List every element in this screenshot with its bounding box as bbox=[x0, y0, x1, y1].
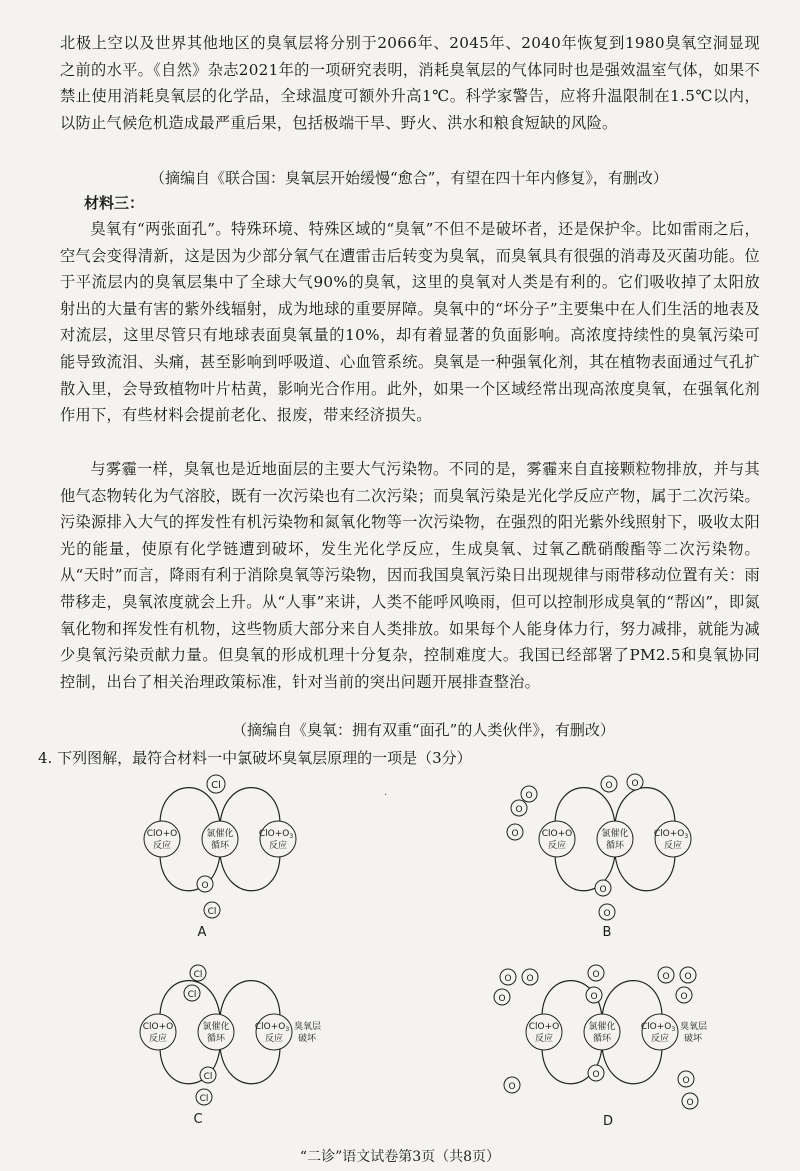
diagram-label: 臭氧层 bbox=[680, 1022, 708, 1032]
svg-text:ClO+O3 bbox=[259, 829, 294, 840]
svg-text:ClO+O3 bbox=[654, 829, 689, 840]
page-footer: “二诊”语文试卷第3页（共8页） bbox=[299, 1149, 501, 1165]
diagram-label: O bbox=[686, 1098, 694, 1108]
diagram-label: Cl bbox=[187, 990, 197, 1000]
diagram-label: 循环 bbox=[592, 1034, 612, 1044]
diagram-label: ClO+O bbox=[142, 1022, 174, 1032]
diagram-label: 反应 bbox=[148, 1034, 168, 1044]
mid-circle-label-1: 氯催化 bbox=[206, 829, 234, 839]
diagram-label: Cl bbox=[203, 1072, 213, 1082]
diagram-label: O bbox=[498, 994, 506, 1004]
diagram-label: 氯催化 bbox=[588, 1022, 616, 1032]
cl-label-top: Cl bbox=[211, 780, 221, 791]
diagram-label: 反应 bbox=[663, 841, 683, 851]
diagram-label: O bbox=[662, 972, 670, 982]
question-4 bbox=[38, 747, 472, 768]
diagram-label: Cl bbox=[193, 970, 203, 980]
diagram-label: ClO+O bbox=[254, 1022, 286, 1032]
cl-label-bottom: Cl bbox=[207, 907, 217, 917]
diagram-label: O bbox=[680, 992, 688, 1002]
diagram-label: 3 bbox=[684, 833, 689, 840]
option-c-label: C bbox=[193, 1112, 203, 1127]
diagram-label: 氯催化 bbox=[601, 829, 629, 839]
diagram-label: 反应 bbox=[264, 1034, 284, 1044]
diagram-label: 反应 bbox=[534, 1034, 554, 1044]
diagram-label: O bbox=[504, 974, 512, 984]
diagram-label: O bbox=[508, 1082, 516, 1092]
diagram-label: Cl bbox=[199, 1094, 209, 1104]
diagram-label: O bbox=[511, 829, 519, 839]
source-note-2: （摘编自《臭氧：拥有双重“面孔”的人类伙伴》，有删改） bbox=[232, 721, 615, 739]
diagram-option-d bbox=[490, 965, 730, 1135]
o-label: O bbox=[201, 881, 209, 891]
stray-mark: · bbox=[384, 790, 388, 801]
option-b-label: B bbox=[602, 925, 612, 940]
diagram-label: ClO+O bbox=[653, 829, 685, 839]
diagram-label: O bbox=[592, 970, 600, 980]
option-a-label: A bbox=[197, 925, 207, 940]
left-circle-label-1: ClO+O bbox=[146, 829, 178, 839]
question-number: 4. bbox=[38, 749, 53, 767]
diagram-label: O bbox=[590, 992, 598, 1002]
diagram-label: O bbox=[605, 781, 613, 791]
diagram-option-c bbox=[130, 965, 330, 1135]
svg-text:ClO+O3 bbox=[641, 1022, 676, 1033]
diagram-label: 反应 bbox=[547, 841, 567, 851]
paragraph-two-faces: 臭氧有“两张面孔”。特殊环境、特殊区域的“臭氧”不但不是破坏者，还是保护伞。比如雷雨之后，空气会变得清新，这是因为少部分氧气在遭雷击后转变为臭氧，而臭氧具有很强的消毒及灭菌功能。位于平流层内的臭氧层集中了全球大气90%的臭氧，这里的臭氧对人类是有利的。它们吸收掉了太阳放射出的大量有害的紫外线辐射，成为地球的重要屏障。臭氧中的“坏分子”主要集中在人们生活的地表及对流层，这里尽管只有地球表面臭氧量的10%，却有着显著的负面影响。高浓度持续性的臭氧污染可能导致流泪、头痛，甚至影响到呼吸道、心血管系统。臭氧是一种强氧化剂，其在植物表面通过气孔扩散入里，会导致植物叶片枯黄，影响光合作用。此外，如果一个区域经常出现高浓度臭氧，在强氧化剂作用下，有些材料会提前老化、报废，带来经济损失。 bbox=[60, 220, 760, 425]
diagram-label: 循环 bbox=[605, 841, 625, 851]
diagram-label: ClO+O bbox=[528, 1022, 560, 1032]
ozone-destroyed-label-1: 臭氧层 bbox=[294, 1022, 322, 1032]
diagram-label: 3 bbox=[285, 1026, 290, 1033]
right-circle-subscript: 3 bbox=[289, 833, 294, 840]
question-text: 下列图解，最符合材料一中氯破坏臭氧层原理的一项是（3分） bbox=[57, 749, 472, 767]
right-circle-label-1: ClO+O bbox=[258, 829, 290, 839]
diagram-label: O bbox=[599, 885, 607, 895]
diagram-label: O bbox=[631, 779, 639, 789]
diagram-label: 反应 bbox=[650, 1034, 670, 1044]
diagram-label: O bbox=[515, 805, 523, 815]
diagram-label: 破坏 bbox=[684, 1034, 703, 1044]
diagram-option-a bbox=[140, 772, 300, 942]
paragraph-ozone-recovery: 北极上空以及世界其他地区的臭氧层将分别于2066年、2045年、2040年恢复到1980臭氧空洞显现之前的水平。《自然》杂志2021年的一项研究表明，消耗臭氧层的气体同时也是强效温室气体，如果不禁止使用消耗臭氧层的化学品，全球温度可额外升高1℃。科学家警告，应将升温限制在1.5℃以内，以防止气候危机造成最严重后果，包括极端干旱、野火、洪水和粮食短缺的风险。 bbox=[60, 34, 760, 132]
diagram-option-b bbox=[505, 772, 695, 942]
diagram-label: O bbox=[682, 1076, 690, 1086]
diagram-label: O bbox=[603, 909, 611, 919]
paragraph-pollution: 与雾霾一样，臭氧也是近地面层的主要大气污染物。不同的是，雾霾来自直接颗粒物排放，并与其他气态物转化为气溶胶，既有一次污染也有二次污染；而臭氧污染是光化学反应产物，属于二次污染。污染源排入大气的挥发性有机污染物和氮氧化物等一次污染物，在强烈的阳光紫外线照射下，吸收太阳光的能量，使原有化学链遭到破坏，发生光化学反应，生成臭氧、过氧乙酰硝酸酯等二次污染物。从“天时”而言，降雨有利于消除臭氧等污染物，因而我国臭氧污染日出现规律与雨带移动位置有关：雨带移走，臭氧浓度就会上升。从“人事”来讲，人类不能呼风唤雨，但可以控制形成臭氧的“帮凶”，即氮氧化物和挥发性有机物，这些物质大部分来自人类排放。如果每个人能身体力行，努力减排，就能为减少臭氧污染贡献力量。但臭氧的形成机理十分复杂，控制难度大。我国已经部署了PM2.5和臭氧协同控制，出台了相关治理政策标准，针对当前的突出问题开展排查整治。 bbox=[60, 460, 760, 691]
diagram-label: O bbox=[684, 972, 692, 982]
diagram-label: O bbox=[525, 791, 533, 801]
left-circle-label-2: 反应 bbox=[152, 841, 172, 851]
ozone-destroyed-label-2: 破坏 bbox=[298, 1034, 317, 1044]
option-d-label: D bbox=[602, 1114, 614, 1129]
svg-text:ClO+O3 bbox=[255, 1022, 290, 1033]
material-three-heading: 材料三： bbox=[84, 194, 145, 212]
diagram-label: O bbox=[526, 974, 534, 984]
diagram-label: 氯催化 bbox=[202, 1022, 230, 1032]
right-circle-label-2: 反应 bbox=[268, 841, 288, 851]
diagram-label: ClO+O bbox=[640, 1022, 672, 1032]
diagram-label: 3 bbox=[671, 1026, 676, 1033]
diagram-label: O bbox=[592, 1070, 600, 1080]
diagram-label: 循环 bbox=[206, 1034, 226, 1044]
mid-circle-label-2: 循环 bbox=[210, 841, 230, 851]
source-note-1: （摘编自《联合国：臭氧层开始缓慢“愈合”，有望在四十年内修复》，有删改） bbox=[150, 169, 668, 187]
diagram-label: ClO+O bbox=[541, 829, 573, 839]
